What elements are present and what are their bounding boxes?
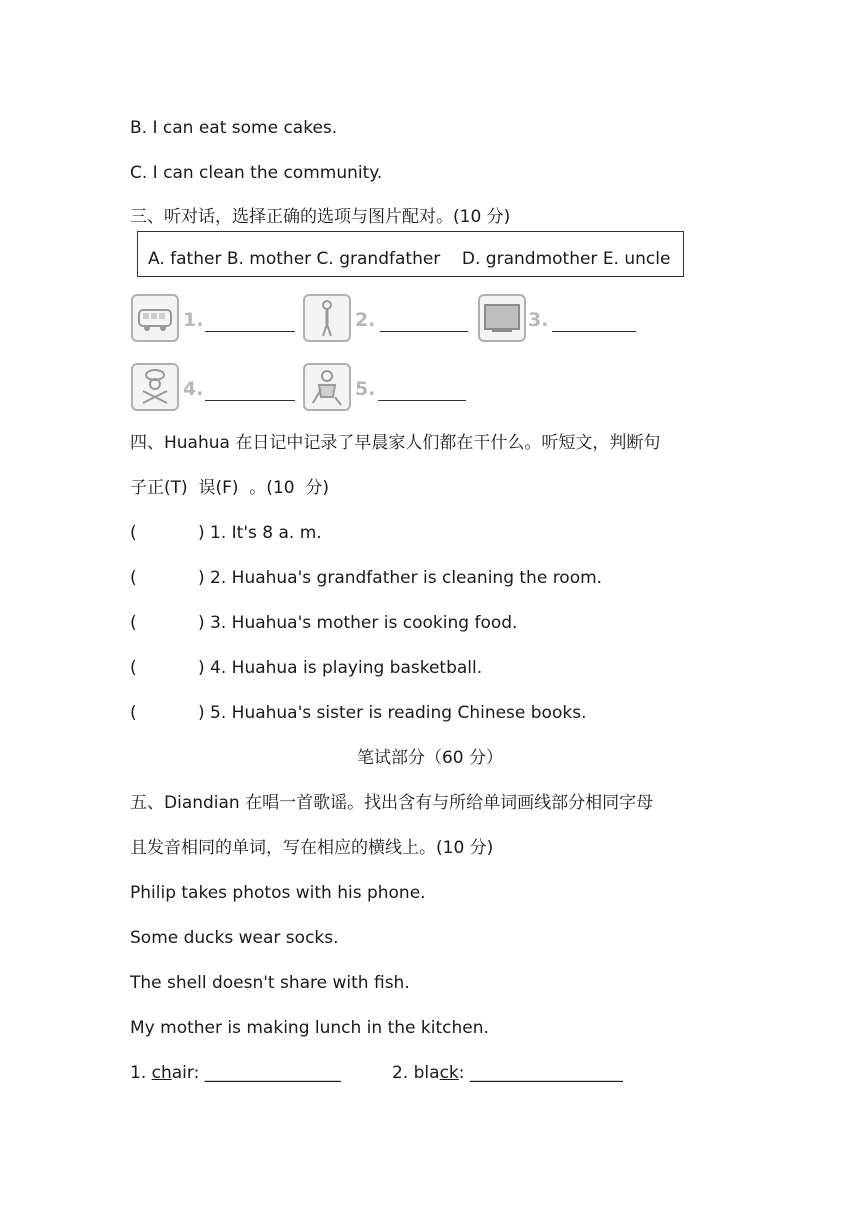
options-text: A. father B. mother C. grandfather D. grandmother E. uncle (148, 249, 671, 269)
answer-blank[interactable] (205, 400, 295, 401)
q2-prefix: 2. bla (392, 1063, 440, 1083)
answer-blank[interactable] (552, 331, 636, 332)
statement-2: ) 2. Huahua's grandfather is cleaning the room. (198, 568, 603, 588)
item-number: 5. (355, 378, 376, 400)
item-number: 1. (183, 309, 204, 331)
answer-blank[interactable] (378, 400, 466, 401)
q2-underlined: ck (439, 1063, 459, 1083)
section4-title-line2: 子正(T) 误(F) 。(10 分) (130, 478, 330, 498)
q1-rest: air: ________________ (171, 1063, 341, 1083)
chef-icon (131, 363, 179, 411)
blackboard-icon (478, 294, 526, 342)
rhyme-line-2: Some ducks wear socks. (130, 928, 339, 948)
section5-title-line1: 五、Diandian 在唱一首歌谣。找出含有与所给单词画线部分相同字母 (130, 793, 654, 813)
standing-person-icon (303, 294, 351, 342)
item-number: 3. (528, 309, 549, 331)
option-c: C. I can clean the community. (130, 163, 383, 183)
option-b: B. I can eat some cakes. (130, 118, 338, 138)
answer-paren[interactable]: ( (130, 658, 137, 678)
statement-4: ) 4. Huahua is playing basketball. (198, 658, 483, 678)
q1-prefix: 1. (130, 1063, 152, 1083)
options-box (137, 231, 684, 277)
written-part-heading: 笔试部分（60 分） (356, 748, 504, 768)
statement-3: ) 3. Huahua's mother is cooking food. (198, 613, 518, 633)
statement-1: ) 1. It's 8 a. m. (198, 523, 322, 543)
answer-paren[interactable]: ( (130, 613, 137, 633)
cleaning-person-icon (303, 363, 351, 411)
answer-blank[interactable] (380, 331, 468, 332)
section3-title: 三、听对话，选择正确的选项与图片配对。(10 分) (130, 207, 511, 227)
question-2[interactable] (392, 1061, 623, 1085)
rhyme-line-4: My mother is making lunch in the kitchen. (130, 1018, 489, 1038)
answer-paren[interactable]: ( (130, 703, 137, 723)
q1-underlined: ch (151, 1063, 172, 1083)
section4-title-line1: 四、Huahua 在日记中记录了早晨家人们都在干什么。听短文，判断句 (130, 433, 661, 453)
bus-icon (131, 294, 179, 342)
item-number: 2. (355, 309, 376, 331)
item-number: 4. (183, 378, 204, 400)
q2-rest: : __________________ (458, 1063, 623, 1083)
rhyme-line-1: Philip takes photos with his phone. (130, 883, 426, 903)
statement-5: ) 5. Huahua's sister is reading Chinese books. (198, 703, 587, 723)
section5-title-line2: 且发音相同的单词，写在相应的横线上。(10 分) (130, 838, 494, 858)
question-1[interactable] (130, 1061, 341, 1085)
rhyme-line-3: The shell doesn't share with fish. (130, 973, 410, 993)
answer-blank[interactable] (205, 331, 295, 332)
answer-paren[interactable]: ( (130, 568, 137, 588)
answer-paren[interactable]: ( (130, 523, 137, 543)
